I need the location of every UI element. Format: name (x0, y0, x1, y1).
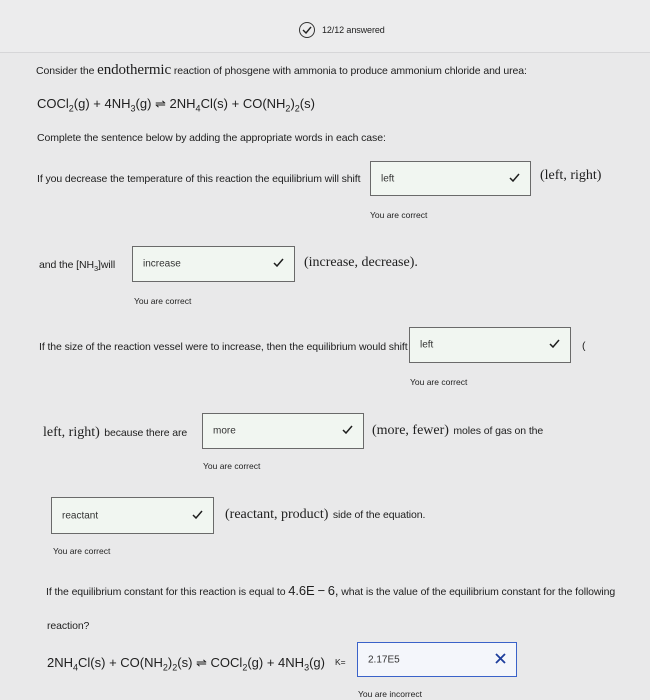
check-icon (509, 173, 520, 185)
q1-text: If you decrease the temperature of this reaction the equilibrium will shift (37, 173, 361, 185)
q6-feedback: You are incorrect (358, 689, 422, 699)
main-equation: COCl$_2$(g) + $4NH_3(g)$ ⇌ $2NH_4Cl(s) + CO(NH_2)_2(s)$ (37, 96, 315, 114)
q6-minus: − (317, 583, 325, 598)
q3-text: If the size of the reaction vessel were to increase, then the equilibrium would shift (39, 341, 408, 353)
q6-line1-prefix: If the equilibrium constant for this reaction is equal to (46, 586, 286, 598)
answered-check-icon (299, 22, 315, 38)
check-icon (192, 510, 203, 522)
q3-answer-dropdown[interactable] (409, 327, 571, 363)
q2-options: (increase, decrease). (304, 255, 418, 270)
q1-options: (left, right) (540, 168, 602, 183)
q3-options-cont: left, right) (43, 425, 100, 440)
q5-answer-dropdown[interactable] (51, 497, 214, 534)
q2-text (39, 259, 115, 273)
q3-feedback: You are correct (410, 377, 468, 387)
q6-line2: reaction? (47, 620, 90, 632)
q4-suffix: moles of gas on the (453, 425, 544, 437)
q1-feedback: You are correct (370, 210, 428, 220)
q2-feedback: You are correct (134, 296, 192, 306)
intro-highlight: endothermic (97, 62, 172, 78)
q3-options-open: ( (582, 340, 586, 352)
q4-feedback: You are correct (203, 461, 261, 471)
q6-answer-input[interactable] (357, 642, 517, 677)
q4-answer-dropdown[interactable] (202, 413, 364, 449)
q5-answer-value: reactant (62, 510, 99, 521)
q3-answer-value: left (420, 339, 434, 351)
q5-options-line (225, 505, 425, 523)
intro-text (36, 62, 527, 79)
q5-feedback: You are correct (53, 546, 111, 556)
q6-text (46, 583, 615, 598)
check-icon (342, 425, 353, 437)
q3-mid-text: because there are (104, 427, 188, 439)
q6-value: 4.6E (288, 583, 315, 598)
q6-answer-value: 2.17E5 (368, 654, 400, 665)
k-label: K= (335, 657, 346, 667)
q3-options-line (43, 423, 187, 441)
answered-status: 12/12 answered (322, 25, 385, 35)
q1-answer-value: left (381, 173, 395, 184)
q6-line1-suffix: what is the value of the equilibrium constant for the following (341, 586, 616, 598)
q4-options-line (372, 421, 543, 439)
q2-species: $[NH_3]$ (76, 259, 101, 274)
q2-suffix: will (100, 259, 116, 271)
q2-prefix: and the (39, 259, 74, 271)
check-icon (549, 339, 560, 351)
q4-answer-value: more (213, 425, 236, 437)
q2-answer-value: increase (143, 258, 181, 270)
reverse-equation: $2NH_4Cl(s) + CO(NH_2)_2(s)$ ⇌ COCl$_2$(g) + $4NH_3(g)$ (47, 655, 325, 673)
q2-answer-dropdown[interactable] (132, 246, 295, 282)
q1-answer-dropdown[interactable] (370, 161, 531, 196)
q6-exponent: 6, (327, 583, 339, 598)
intro-prefix: Consider the (36, 65, 95, 77)
check-icon (273, 258, 284, 270)
q5-suffix: side of the equation. (332, 509, 426, 521)
q4-options: (more, fewer) (372, 423, 449, 438)
instruction-text: Complete the sentence below by adding the appropriate words in each case: (37, 132, 386, 144)
q5-options: (reactant, product) (225, 507, 329, 522)
intro-suffix: reaction of phosgene with ammonia to produce ammonium chloride and urea: (173, 65, 527, 77)
cross-icon (495, 653, 506, 667)
